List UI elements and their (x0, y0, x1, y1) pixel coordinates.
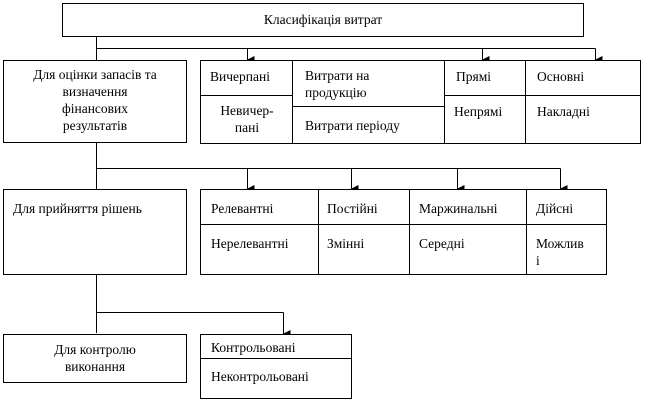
category-label: Маржинальні (419, 201, 498, 216)
category-label: Вичерпані (210, 69, 270, 84)
category-label: Накладні (537, 104, 590, 119)
purpose-box-control (3, 334, 187, 383)
root-title: Класифікація витрат (263, 12, 383, 27)
category-group-valuation (200, 60, 641, 144)
root-box (62, 3, 584, 37)
purpose-line: фінансових (61, 101, 129, 116)
purpose-line: результатів (62, 118, 128, 133)
purpose-box-valuation (3, 60, 187, 143)
category-label: Середні (419, 236, 465, 251)
purpose-line: Для оцінки запасів та (33, 67, 157, 82)
category-label: Витрати періоду (305, 118, 400, 133)
category-label: Дійсні (536, 201, 574, 216)
purpose-line: Для прийняття рішень (13, 201, 142, 216)
category-label: і (536, 253, 540, 268)
category-label: Змінні (327, 236, 365, 251)
category-label: Нерелевантні (211, 236, 289, 251)
category-label: Прямі (456, 69, 492, 84)
purpose-line: виконання (64, 359, 126, 374)
category-label: Основні (537, 69, 585, 84)
purpose-line: визначення (62, 84, 128, 99)
category-label: Постійні (327, 201, 378, 216)
category-label: Неконтрольовані (211, 369, 309, 384)
category-label: Можлив (536, 236, 584, 251)
category-group-control (200, 334, 352, 399)
category-label: Релевантні (211, 201, 274, 216)
category-label: продукцію (305, 85, 367, 100)
category-group-decisions (200, 189, 607, 275)
category-label: пані (234, 120, 260, 135)
category-label: Контрольовані (211, 340, 296, 355)
purpose-box-decisions (3, 189, 187, 275)
category-label: Невичер- (220, 103, 274, 118)
category-label: Непрямі (454, 104, 503, 119)
category-label: Витрати на (305, 68, 370, 83)
purpose-line: Для контролю (54, 342, 136, 357)
